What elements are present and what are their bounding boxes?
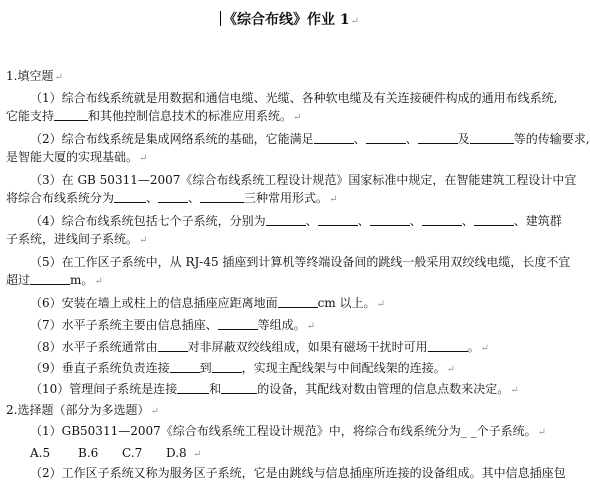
question-text: cm 以上。: [317, 296, 376, 310]
question-text: 到: [199, 361, 212, 375]
answer-blank[interactable]: [218, 318, 258, 330]
paragraph-mark-icon: ↵: [94, 276, 103, 287]
question-9-line: [30, 360, 455, 378]
choice-question-1-line: [30, 423, 546, 441]
answer-blank[interactable]: [318, 214, 358, 226]
question-3-line-2: [6, 190, 337, 208]
paragraph-mark-icon: ↵: [293, 112, 302, 123]
option-c[interactable]: C.7: [122, 446, 143, 460]
paragraph-mark-icon: ↵: [193, 449, 202, 460]
text-cursor: [220, 11, 221, 26]
question-5-line-2: [6, 272, 103, 290]
option-b[interactable]: B.6: [78, 446, 99, 460]
section-heading-fill-blank: [6, 68, 63, 86]
question-text: （10）管理间子系统是连接: [30, 382, 178, 396]
question-text: 、建筑群: [513, 214, 562, 228]
question-text: （9）垂直子系统负责连接: [30, 361, 170, 375]
question-text: m。: [70, 273, 94, 287]
question-2-line-2: [6, 149, 147, 167]
question-7-line: [30, 317, 315, 335]
question-text: （3）在 GB 50311—2007《综合布线系统工程设计规范》国家标准中规定，在智能建筑工程设计中宜: [30, 173, 577, 187]
paragraph-mark-icon: ↵: [350, 16, 359, 27]
question-text: （7）水平子系统主要由信息插座、: [30, 318, 218, 332]
question-text: （4）综合布线系统包括七个子系统，分别为: [30, 214, 266, 228]
question-text: 它能支持: [6, 109, 55, 123]
question-text: （5）在工作区子系统中，从 RJ-45 插座到计算机等终端设备间的跳线一般采用双绞线电缆，长度不宜: [30, 255, 571, 269]
option-a[interactable]: A.5: [30, 446, 51, 460]
question-text: 超过: [6, 273, 31, 287]
paragraph-mark-icon: ↵: [510, 385, 519, 396]
question-text: 。: [467, 340, 480, 354]
answer-blank[interactable]: [221, 382, 257, 394]
question-text: 、: [305, 214, 318, 228]
question-text: 、: [353, 132, 366, 146]
question-text: 、: [188, 191, 201, 205]
question-text: 、: [461, 214, 474, 228]
answer-blank[interactable]: [158, 191, 188, 203]
question-6-line: [30, 295, 385, 313]
paragraph-mark-icon: ↵: [139, 153, 148, 164]
choice-options: [30, 445, 201, 463]
question-text: 将综合布线系统分为: [6, 191, 115, 205]
question-8-line: [30, 339, 489, 357]
question-text: （2）工作区子系统又称为服务区子系统，它是由跳线与信息插座所连接的设备组成。其中信息插座包: [30, 466, 566, 480]
question-5-line-1: [30, 254, 570, 270]
answer-blank[interactable]: [370, 214, 410, 226]
question-text: 个子系统。: [476, 424, 537, 438]
answer-blank[interactable]: [474, 214, 514, 226]
question-text: （8）水平子系统通常由: [30, 340, 158, 354]
question-text: 及: [457, 132, 470, 146]
document-title: 《综合布线》作业 1: [222, 12, 350, 28]
answer-blank-text[interactable]: _ _: [460, 424, 477, 438]
question-text: 等的传输要求,: [513, 132, 590, 146]
question-text: （1）GB50311—2007《综合布线系统工程设计规范》中，将综合布线系统分为: [30, 424, 461, 438]
question-text: （1）综合布线系统就是用数据和通信电缆、光缆、各种软电缆及有关连接硬件构成的通用布线系统,: [30, 91, 558, 105]
answer-blank[interactable]: [158, 340, 188, 352]
paragraph-mark-icon: ↵: [376, 299, 385, 310]
paragraph-mark-icon: ↵: [480, 343, 490, 354]
question-text: 是智能大厦的实现基础。: [6, 150, 139, 164]
answer-blank[interactable]: [278, 296, 318, 308]
answer-blank[interactable]: [114, 191, 146, 203]
answer-blank[interactable]: [212, 361, 242, 373]
paragraph-mark-icon: ↵: [446, 364, 456, 375]
answer-blank[interactable]: [170, 361, 200, 373]
question-text: 、: [146, 191, 159, 205]
paragraph-mark-icon: ↵: [329, 194, 338, 205]
document-title-line: [0, 9, 579, 29]
answer-blank[interactable]: [366, 132, 406, 144]
question-2-line-1: [30, 131, 590, 147]
answer-blank[interactable]: [314, 132, 354, 144]
paragraph-mark-icon: ↵: [150, 406, 159, 417]
question-4-line-1: [30, 213, 562, 229]
question-text: 、: [409, 214, 422, 228]
paragraph-mark-icon: ↵: [306, 321, 316, 332]
question-10-line: [30, 381, 519, 399]
question-text: （2）综合布线系统是集成网络系统的基础，它能满足: [30, 132, 314, 146]
answer-blank[interactable]: [200, 191, 244, 203]
question-text: ，实现主配线架与中间配线架的连接。: [241, 361, 446, 375]
answer-blank[interactable]: [177, 382, 209, 394]
option-d[interactable]: D.8: [166, 446, 187, 460]
question-text: （6）安装在墙上或柱上的信息插座应距离地面: [30, 296, 278, 310]
section-heading-text: 1.填空题: [6, 69, 54, 83]
question-4-line-2: [6, 231, 147, 249]
question-text: 子系统，进线间子系统。: [6, 232, 139, 246]
question-text: 和其他控制信息技术的标准应用系统。: [88, 109, 293, 123]
section-heading-multiple-choice: [6, 402, 159, 420]
answer-blank[interactable]: [428, 340, 468, 352]
question-text: 、: [357, 214, 370, 228]
answer-blank[interactable]: [418, 132, 458, 144]
question-text: 等组成。: [257, 318, 306, 332]
answer-blank[interactable]: [266, 214, 306, 226]
question-text: 的设备，其配线对数由管理的信息点数来决定。: [257, 382, 510, 396]
answer-blank[interactable]: [470, 132, 514, 144]
paragraph-mark-icon: ↵: [537, 427, 546, 438]
question-text: 和: [209, 382, 222, 396]
paragraph-mark-icon: ↵: [54, 72, 63, 83]
section-heading-text: 2.选择题（部分为多选题）: [6, 403, 150, 417]
answer-blank[interactable]: [30, 273, 70, 285]
question-text: 、: [405, 132, 418, 146]
question-1-line-1: [30, 90, 557, 106]
question-1-line-2: [6, 108, 301, 126]
choice-question-2-line: [30, 465, 566, 481]
answer-blank[interactable]: [54, 109, 88, 121]
question-text: 三种常用形式。: [244, 191, 329, 205]
paragraph-mark-icon: ↵: [139, 235, 148, 246]
question-text: 对非屏蔽双绞线组成，如果有磁场干扰时可用: [187, 340, 428, 354]
question-3-line-1: [30, 172, 576, 188]
answer-blank[interactable]: [422, 214, 462, 226]
